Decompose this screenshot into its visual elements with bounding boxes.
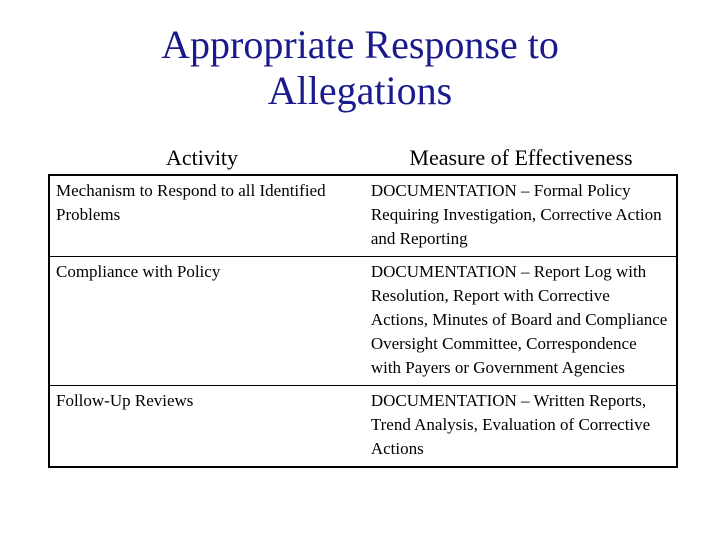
activity-cell: Mechanism to Respond to all Identified Problems — [49, 175, 357, 257]
table-header — [48, 144, 678, 172]
column-header-activity: Activity — [165, 145, 239, 170]
measure-cell: DOCUMENTATION – Report Log with Resolution, Report with Corrective Actions, Minutes of Board and Compliance Oversight Committee, Correspondence with Payers or Government Agencies — [357, 257, 677, 386]
page-title — [0, 22, 720, 114]
title-line-1: Appropriate Response to — [161, 22, 559, 67]
measure-cell: DOCUMENTATION – Written Reports, Trend Analysis, Evaluation of Corrective Actions — [357, 386, 677, 468]
column-header-measure: Measure of Effectiveness — [409, 145, 633, 170]
table-row — [49, 257, 677, 386]
measure-cell: DOCUMENTATION – Formal Policy Requiring Investigation, Corrective Action and Reporting — [357, 175, 677, 257]
activity-cell: Compliance with Policy — [49, 257, 357, 386]
table-row — [49, 386, 677, 468]
activity-measure-table — [48, 174, 678, 468]
activity-cell: Follow-Up Reviews — [49, 386, 357, 468]
title-line-2: Allegations — [267, 68, 453, 113]
table-row — [49, 175, 677, 257]
